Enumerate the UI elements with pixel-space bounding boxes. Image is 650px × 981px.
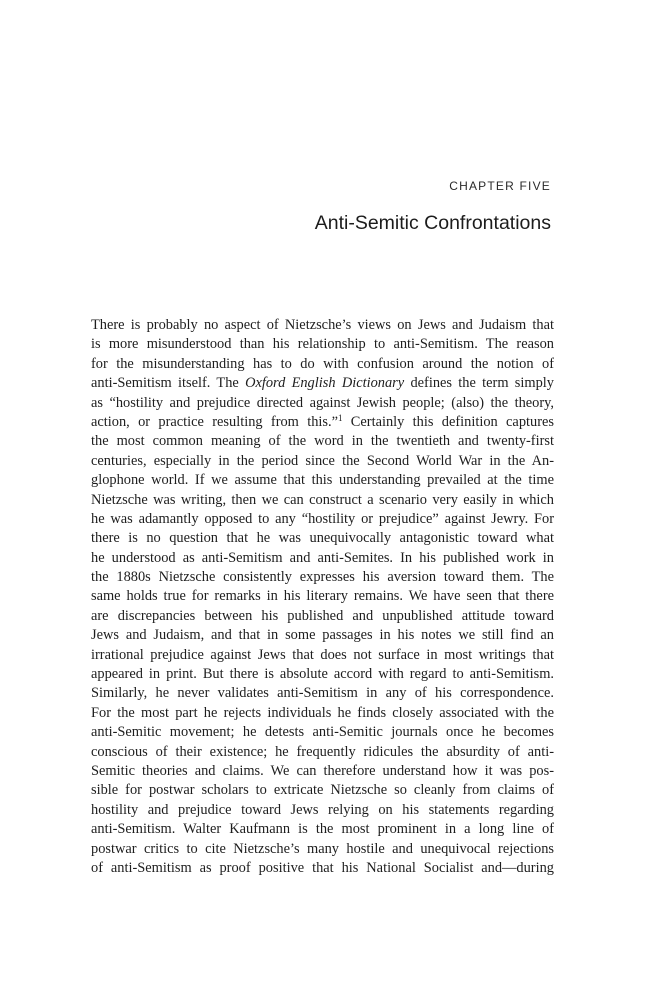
text-line: as “hostility and prejudice directed against Jewish people; (also) the theory, [91,394,554,411]
text-line: he understood as anti-Semitism and anti-Semites. In his published work in [91,549,554,566]
text-line: anti-Semitism itself. The Oxford English Dictionary defines the term simply [91,375,554,392]
text-line: Jews and Judaism, and that in some passages in his notes we still find an [91,627,554,644]
footnote-marker: 1 [337,412,343,423]
text-line: of anti-Semitism as proof positive that his National Socialist and—during [91,859,554,876]
text-line: appeared in print. But there is absolute accord with regard to anti-Semitism. [91,666,554,683]
text-line: irrational prejudice against Jews that does not surface in most writings that [91,646,554,663]
chapter-title: Anti-Semitic Confrontations [314,212,551,234]
text-line: there is no question that he was unequivocally antagonistic toward what [91,530,554,547]
text-line: anti-Semitic movement; he detests anti-Semitic journals once he becomes [91,724,554,741]
chapter-number: CHAPTER FIVE [449,179,551,193]
text-line: Similarly, he never validates anti-Semitism in any of his correspondence. [91,685,554,702]
text-line: There is probably no aspect of Nietzsche’s views on Jews and Judaism that [91,317,554,333]
text-line: Semitic theories and claims. We can therefore understand how it was pos- [91,762,554,779]
text-line: the 1880s Nietzsche consistently expresses his aversion toward them. The [91,569,554,586]
text-line: conscious of their existence; he frequently ridicules the absurdity of anti- [91,743,554,760]
text-line: are discrepancies between his published and unpublished attitude toward [91,607,554,624]
text-line: For the most part he rejects individuals he finds closely associated with the [91,704,554,721]
text-line: action, or practice resulting from this.”$^1$ Certainly this definition captures [91,412,554,430]
text-line: postwar critics to cite Nietzsche’s many hostile and unequivocal rejections [91,840,554,857]
text-line: for the misunderstanding has to do with confusion around the notion of [91,355,554,372]
body-text [91,316,554,878]
text-line: the most common meaning of the word in the twentieth and twenty-first [91,433,554,450]
text-line: is more misunderstood than his relationship to anti-Semitism. The reason [91,336,554,353]
text-line: centuries, especially in the period since the Second World War in the An- [91,452,554,469]
text-line: Nietzsche was writing, then we can construct a scenario very easily in which [91,491,554,508]
text-line: hostility and prejudice toward Jews relying on his statements regarding [91,801,554,818]
book-title-italic: Oxford English Dictionary [245,375,405,392]
text-line: sible for postwar scholars to extricate Nietzsche so cleanly from claims of [91,782,554,799]
text-line: he was adamantly opposed to any “hostility or prejudice” against Jewry. For [91,510,554,527]
text-line: same holds true for remarks in his literary remains. We have seen that there [91,588,554,605]
text-line: glophone world. If we assume that this understanding prevailed at the time [91,472,554,489]
text-line: anti-Semitism. Walter Kaufmann is the most prominent in a long line of [91,821,554,838]
